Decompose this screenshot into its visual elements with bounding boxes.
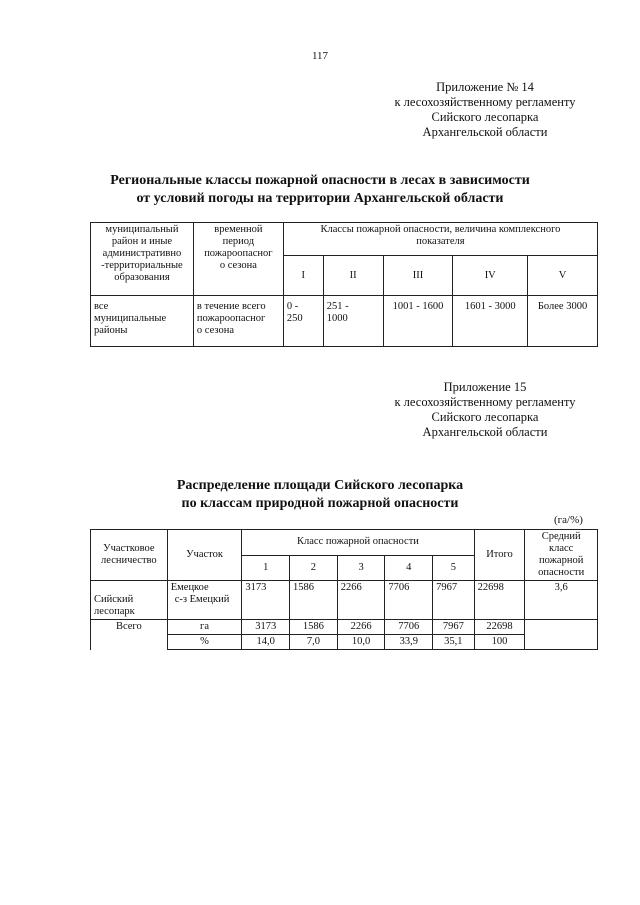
table2-cell-pct-label: %	[167, 635, 242, 650]
table2-cell-ha-3: 2266	[337, 620, 385, 635]
table1-title-line: Региональные классы пожарной опасности в лесах в зависимости	[110, 173, 530, 188]
table2-cell-empty	[525, 620, 598, 650]
table1-header-row	[91, 223, 598, 256]
table2-class-header: 3	[337, 555, 385, 581]
table2-cell-ha-label: га	[167, 620, 242, 635]
table1-class-header: V	[528, 256, 598, 296]
area-distribution-table	[90, 529, 598, 650]
cell-text: с-з Емецкий	[174, 594, 230, 605]
cell-text: 250	[286, 313, 303, 324]
header-text: муниципальный	[105, 224, 179, 235]
cell-text: муниципальные	[94, 313, 167, 324]
cell-text: 1000	[326, 313, 348, 324]
table2-class-header: 4	[385, 555, 433, 581]
table2-cell-plot	[167, 581, 242, 620]
appendix-15-header	[360, 380, 610, 440]
table2-cell-all-label: Всего	[91, 620, 168, 650]
table2-cell-ha-1: 3173	[242, 620, 290, 635]
table1-cell-class-5	[528, 296, 598, 347]
table1-cell-region	[91, 296, 194, 347]
table2-title-line: по классам природной пожарной опасности	[181, 496, 459, 511]
table1-header-region	[91, 223, 194, 296]
table1-title-line: от условий погоды на территории Архангельской области	[136, 191, 504, 206]
header-text: о сезона	[219, 260, 257, 271]
cell-text: все	[94, 301, 109, 312]
table2-cell-pct-2: 7,0	[290, 635, 338, 650]
cell-text: о сезона	[196, 325, 234, 336]
header-text: показателя	[416, 236, 465, 247]
table2-pct-row	[91, 635, 598, 650]
table1-data-row	[91, 296, 598, 347]
header-text: пожароопасног	[204, 248, 273, 259]
header-text: Средний класс	[541, 531, 581, 554]
table2-class-header: 1	[242, 555, 290, 581]
table2-cell-pct-total: 100	[474, 635, 525, 650]
header-text: -территориальные	[101, 260, 183, 271]
table2-cell-class-3: 2266	[337, 581, 385, 620]
cell-text: районы	[94, 325, 128, 336]
table1-header-classes-group	[283, 223, 597, 256]
cell-text: Сийский	[94, 594, 134, 605]
table2-cell-class-1: 3173	[242, 581, 290, 620]
page-number: 117	[311, 50, 329, 62]
header-text: район и иные	[111, 236, 173, 247]
table2-title	[60, 477, 580, 513]
table1-class-header: II	[323, 256, 383, 296]
table2-cell-pct-1: 14,0	[242, 635, 290, 650]
cell-text: пожароопасног	[196, 313, 266, 324]
table2-cell-pct-5: 35,1	[433, 635, 474, 650]
table2-header-row	[91, 530, 598, 556]
header-text: административно	[102, 248, 182, 259]
table2-cell-class-2: 1586	[290, 581, 338, 620]
header-text: опасности	[538, 567, 585, 578]
table2-header-total: Итого	[474, 530, 525, 581]
table1-cell-period	[193, 296, 283, 347]
table2-header-class-group: Класс пожарной опасности	[242, 530, 474, 556]
table2-class-header: 5	[433, 555, 474, 581]
table2-title-line: Распределение площади Сийского лесопарка	[176, 478, 464, 493]
cell-text: лесопарк	[94, 606, 135, 617]
table2-data-row	[91, 581, 598, 620]
table2-class-header: 2	[290, 555, 338, 581]
table2-cell-ha-5: 7967	[433, 620, 474, 635]
table1-class-header: IV	[453, 256, 528, 296]
table1-class-header: III	[383, 256, 453, 296]
appendix-15-line: Приложение 15	[443, 380, 527, 394]
header-text: образования	[114, 272, 170, 283]
table2-cell-ha-2: 1586	[290, 620, 338, 635]
appendix-15-line: Архангельской области	[422, 425, 548, 439]
table2-cell-total: 22698	[474, 581, 525, 620]
table1-cell-class-2	[323, 296, 383, 347]
header-text: пожарной	[539, 555, 584, 566]
table1-class-header: I	[283, 256, 323, 296]
cell-text: 0 -	[286, 301, 299, 312]
table1-title	[60, 172, 580, 208]
appendix-14-line: Сийского лесопарка	[431, 110, 539, 124]
appendix-14-header	[360, 80, 610, 140]
table2-cell-forestry	[91, 581, 168, 620]
cell-text: Емецкое	[170, 582, 209, 593]
table2-cell-class-4: 7706	[385, 581, 433, 620]
table2-cell-pct-3: 10,0	[337, 635, 385, 650]
table2-header-average	[525, 530, 598, 581]
cell-text: Более 3000	[537, 301, 588, 312]
appendix-14-line: Архангельской области	[422, 125, 548, 139]
table1-header-period	[193, 223, 283, 296]
header-text: Участковое	[103, 543, 155, 554]
header-text: Классы пожарной опасности, величина комплексного	[320, 224, 561, 235]
table2-unit: (га/%)	[554, 514, 583, 526]
table2-header-plot: Участок	[167, 530, 242, 581]
cell-text: 1601 - 3000	[464, 301, 516, 312]
table2-cell-average: 3,6	[525, 581, 598, 620]
appendix-15-line: к лесохозяйственному регламенту	[394, 395, 576, 409]
fire-danger-classes-table	[90, 222, 598, 347]
appendix-14-line: к лесохозяйственному регламенту	[394, 95, 576, 109]
appendix-14-line: Приложение № 14	[436, 80, 534, 94]
table1-cell-class-1	[283, 296, 323, 347]
table2-header-forestry	[91, 530, 168, 581]
cell-text: в течение всего	[196, 301, 266, 312]
table1-cell-class-4	[453, 296, 528, 347]
table2-cell-ha-4: 7706	[385, 620, 433, 635]
header-text: период	[222, 236, 255, 247]
header-text: временной	[214, 224, 263, 235]
cell-text: 1001 - 1600	[392, 301, 444, 312]
table2-cell-pct-4: 33,9	[385, 635, 433, 650]
table1-cell-class-3	[383, 296, 453, 347]
table2-ha-row	[91, 620, 598, 635]
table2-cell-class-5: 7967	[433, 581, 474, 620]
appendix-15-line: Сийского лесопарка	[431, 410, 539, 424]
cell-text: 251 -	[326, 301, 349, 312]
table2-cell-ha-total: 22698	[474, 620, 525, 635]
header-text: лесничество	[101, 555, 157, 566]
